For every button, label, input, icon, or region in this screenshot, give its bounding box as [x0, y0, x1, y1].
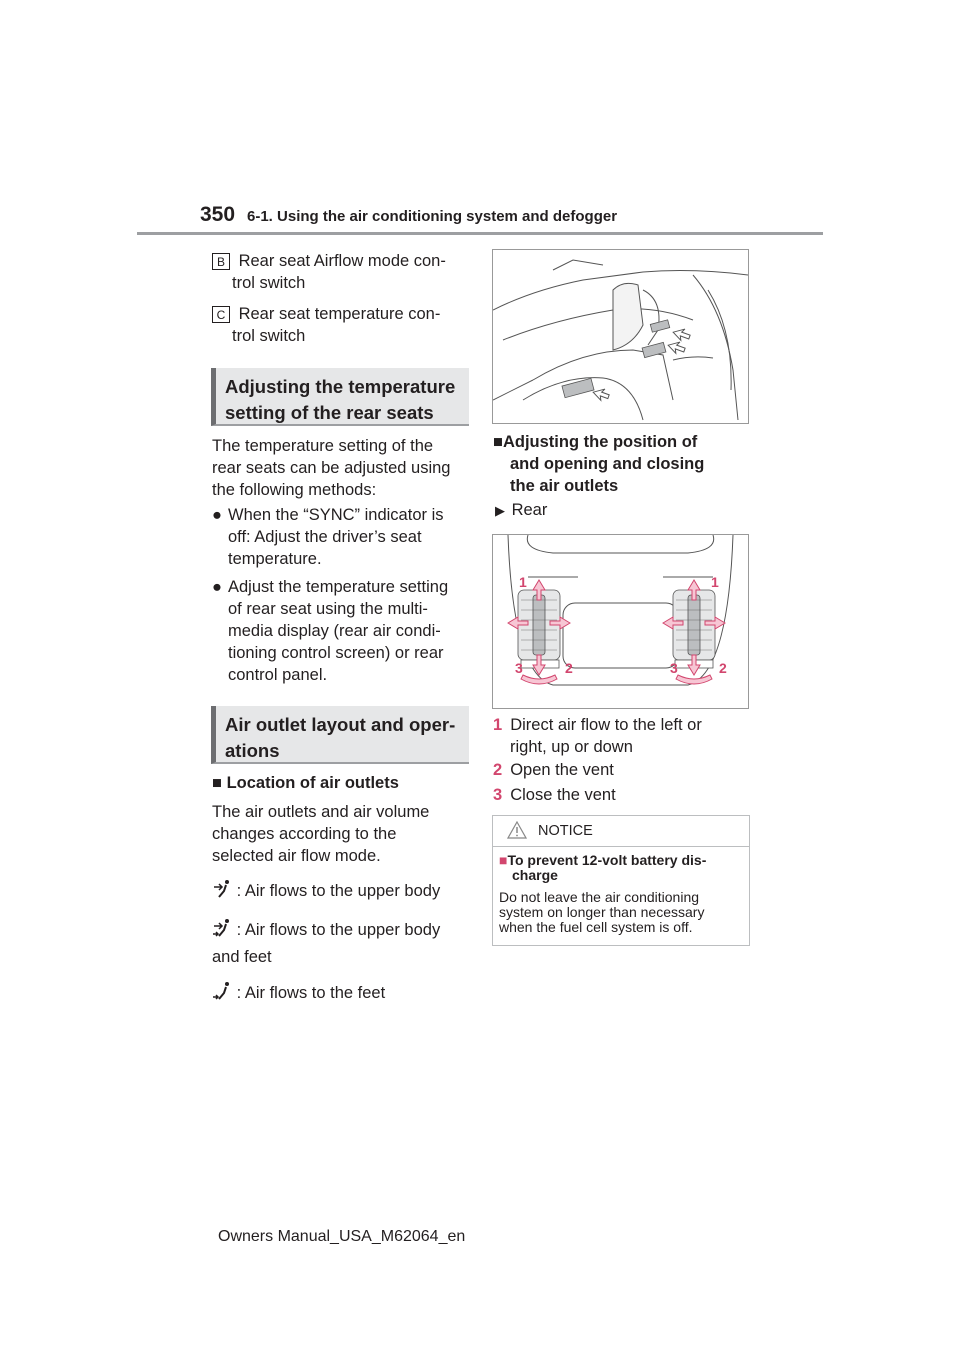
bullet2-line-5: control panel. — [228, 666, 328, 684]
rear-label — [495, 499, 547, 522]
item-b — [212, 250, 472, 294]
square-bullet-icon: ■ — [499, 852, 508, 868]
bullet-dot-icon: ● — [212, 506, 222, 524]
location-line-1: The air outlets and air volume — [212, 803, 430, 821]
sub-heading-location — [212, 772, 472, 794]
step-3-number: 3 — [493, 786, 503, 804]
mode-upper-body-text: : Air flows to the upper body — [236, 882, 441, 900]
step-3 — [493, 784, 753, 806]
notice-heading-line-2: charge — [512, 867, 558, 883]
section-title: 6-1. Using the air conditioning system and defogger — [247, 208, 618, 225]
rear-seat-interior-illustration — [492, 249, 749, 424]
notice-text — [499, 890, 745, 935]
notice-line-1: Do not leave the air conditioning — [499, 889, 700, 905]
square-bullet-icon: ■ — [212, 774, 222, 792]
item-c-text-1: Rear seat temperature con- — [238, 305, 441, 323]
notice-box — [492, 815, 750, 946]
step-1 — [493, 714, 753, 758]
section-heading-air-outlet-line2: ations — [225, 740, 280, 761]
temperature-intro — [212, 435, 472, 501]
adjusting-line-3: the air outlets — [510, 477, 619, 495]
section-heading-air-outlet — [211, 706, 469, 764]
notice-heading-line-1: To prevent 12-volt battery dis- — [507, 852, 707, 868]
location-line-2: changes according to the — [212, 825, 397, 843]
bullet1-line-2: off: Adjust the driver’s seat — [228, 528, 422, 546]
section-heading-temperature-line2: setting of the rear seats — [225, 402, 434, 423]
step-2-number: 2 — [493, 761, 503, 779]
step-3-text: Close the vent — [510, 786, 616, 804]
step-1-number: 1 — [493, 716, 503, 734]
intro-line-1: The temperature setting of the — [212, 437, 434, 455]
bullet-multimedia — [212, 576, 474, 686]
rear-vent-diagram — [492, 534, 749, 709]
airflow-feet-icon — [212, 981, 232, 1001]
step-1-line-1: Direct air flow to the left or — [510, 716, 702, 734]
notice-line-3: when the fuel cell system is off. — [499, 919, 693, 935]
triangle-bullet-icon: ▶ — [495, 503, 505, 518]
notice-title: NOTICE — [538, 823, 593, 839]
vent-drawing — [493, 535, 748, 708]
intro-line-3: the following methods: — [212, 481, 377, 499]
intro-line-2: rear seats can be adjusted using — [212, 459, 451, 477]
mode-upper-body-feet — [212, 918, 474, 941]
rear-label-text: Rear — [511, 501, 548, 519]
step-2-text: Open the vent — [510, 761, 614, 779]
item-c — [212, 303, 472, 347]
header-divider — [137, 232, 823, 235]
mode-upper-body-feet-cont: and feet — [212, 948, 272, 966]
mode-upper-body-feet-text: : Air flows to the upper body — [236, 921, 441, 939]
interior-drawing — [493, 250, 748, 423]
vent-number-3-left: 3 — [515, 660, 523, 676]
section-heading-air-outlet-line1: Air outlet layout and oper- — [225, 714, 456, 735]
warning-triangle-icon — [507, 821, 527, 839]
location-line-3: selected air flow mode. — [212, 847, 381, 865]
vent-number-1-right: 1 — [711, 574, 719, 590]
item-c-text-2: trol switch — [232, 327, 306, 345]
notice-header — [493, 816, 749, 847]
vent-number-2-left: 2 — [565, 660, 573, 676]
section-heading-temperature — [211, 368, 469, 426]
section-heading-temperature-line1: Adjusting the temperature — [225, 376, 456, 397]
item-b-text-2: trol switch — [232, 274, 306, 292]
sub-heading-location-text: Location of air outlets — [226, 774, 399, 792]
mode-feet — [212, 981, 474, 1004]
step-2 — [493, 759, 753, 781]
adjusting-line-1: Adjusting the position of — [502, 433, 698, 451]
bullet-sync — [212, 504, 472, 570]
square-bullet-icon: ■ — [493, 433, 503, 451]
manual-id: Owners Manual_USA_M62064_en — [218, 1228, 466, 1245]
vent-number-2-right: 2 — [719, 660, 727, 676]
bullet1-line-3: temperature. — [228, 550, 322, 568]
mode-feet-text: : Air flows to the feet — [236, 984, 386, 1002]
adjusting-line-2: and opening and closing — [510, 455, 705, 473]
airflow-upper-body-feet-icon — [212, 918, 232, 938]
sub-heading-adjusting — [493, 431, 753, 497]
notice-line-2: system on longer than necessary — [499, 904, 705, 920]
page-number: 350 — [200, 203, 236, 226]
bullet2-line-2: of rear seat using the multi- — [228, 600, 428, 618]
bullet-dot-icon: ● — [212, 578, 222, 596]
item-b-text-1: Rear seat Airflow mode con- — [238, 252, 446, 270]
label-b-box: B — [212, 253, 230, 270]
vent-number-1-left: 1 — [519, 574, 527, 590]
bullet2-line-4: tioning control screen) or rear — [228, 644, 444, 662]
bullet2-line-1: Adjust the temperature setting — [228, 578, 449, 596]
vent-number-3-right: 3 — [670, 660, 678, 676]
airflow-upper-body-icon — [212, 879, 232, 899]
location-text — [212, 801, 472, 867]
step-1-line-2: right, up or down — [510, 738, 633, 756]
mode-upper-body — [212, 879, 474, 902]
label-c-box: C — [212, 306, 230, 323]
bullet2-line-3: media display (rear air condi- — [228, 622, 441, 640]
bullet1-line-1: When the “SYNC” indicator is — [228, 506, 444, 524]
notice-heading — [499, 853, 745, 883]
